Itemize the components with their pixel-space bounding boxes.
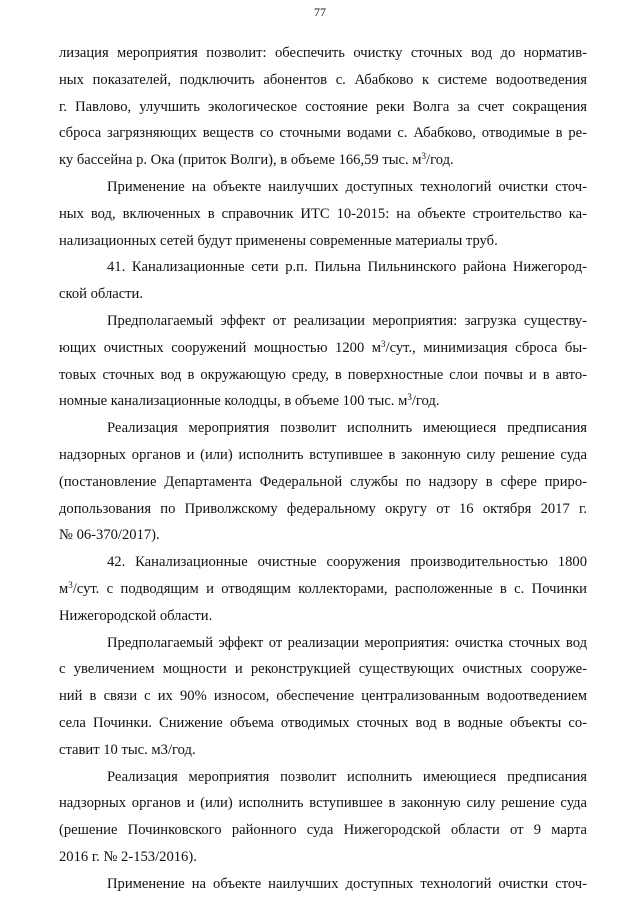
text-line: ской области. <box>59 286 144 303</box>
text-line: допользования по Приволжскому федеральному округу от 16 октября 2017 г. <box>59 500 587 517</box>
text-line: 42. Канализационные очистные сооружения производительностью 1800 <box>107 554 587 571</box>
body-text <box>59 40 587 898</box>
text-line: села Починки. Снижение объема отводимых сточных вод в водные объекты со- <box>59 714 587 731</box>
text-line: 41. Канализационные сети р.п. Пильна Пильнинского района Нижегород- <box>107 259 587 276</box>
text-line: г. Павлово, улучшить экологическое состояние реки Волга за счет сокращения <box>59 98 587 115</box>
text-line: ных вод, включенных в справочник ИТС 10-2015: на объекте строительство ка- <box>59 205 587 222</box>
text-line: $м^3$/сут. с подводящим и отводящим коллекторами, расположенные в с. Починки <box>59 579 587 597</box>
text-line: № 06-370/2017). <box>59 527 160 544</box>
text-line: товых сточных вод в окружающую среду, в поверхностные слои почвы и в авто- <box>59 366 587 383</box>
text-line: (постановление Департамента Федеральной службы по надзору в сфере приро- <box>59 473 587 490</box>
text-line: 2016 г. № 2-153/2016). <box>59 848 197 865</box>
text-line: надзорных органов и (или) исполнить вступившее в законную силу решение суда <box>59 446 587 463</box>
text-line: ку бассейна р. Ока (приток Волги), в объеме 166,59 тыс. $м^3$/год. <box>59 151 454 169</box>
text-line: сброса загрязняющих веществ со сточными водами с. Абабково, отводимые в ре- <box>59 125 587 142</box>
text-line: лизация мероприятия позволит: обеспечить очистку сточных вод до норматив- <box>59 45 587 61</box>
text-line: номные канализационные колодцы, в объеме 100 тыс. $м^3$/год. <box>59 392 440 410</box>
page-number: 77 <box>314 5 326 19</box>
text-line: надзорных органов и (или) исполнить вступившее в законную силу решение суда <box>59 795 587 812</box>
text-line: Предполагаемый эффект от реализации мероприятия: очистка сточных вод <box>107 634 587 651</box>
text-line: Применение на объекте наилучших доступных технологий очистки сточ- <box>107 178 587 195</box>
text-line: Нижегородской области. <box>59 607 213 624</box>
text-line: Применение на объекте наилучших доступных технологий очистки сточ- <box>107 875 587 892</box>
text-line: с увеличением мощности и реконструкцией существующих очистных сооруже- <box>59 661 587 678</box>
text-line: Предполагаемый эффект от реализации мероприятия: загрузка существу- <box>107 312 587 329</box>
text-line: ний в связи с их 90% износом, обеспечение централизованным водоотведением <box>59 688 587 705</box>
text-line: ставит 10 тыс. м3/год. <box>59 741 196 758</box>
text-line: (решение Починковского районного суда Нижегородской области от 9 марта <box>59 822 587 839</box>
text-line: ных показателей, подключить абонентов с. Абабково к системе водоотведения <box>59 71 587 88</box>
text-line: ющих очистных сооружений мощностью 1200 $м^3$/сут., минимизация сброса бы- <box>59 338 587 356</box>
text-line: Реализация мероприятия позволит исполнить имеющиеся предписания <box>107 420 587 437</box>
text-line: нализационных сетей будут применены современные материалы труб. <box>59 232 498 249</box>
text-line: Реализация мероприятия позволит исполнить имеющиеся предписания <box>107 768 587 785</box>
